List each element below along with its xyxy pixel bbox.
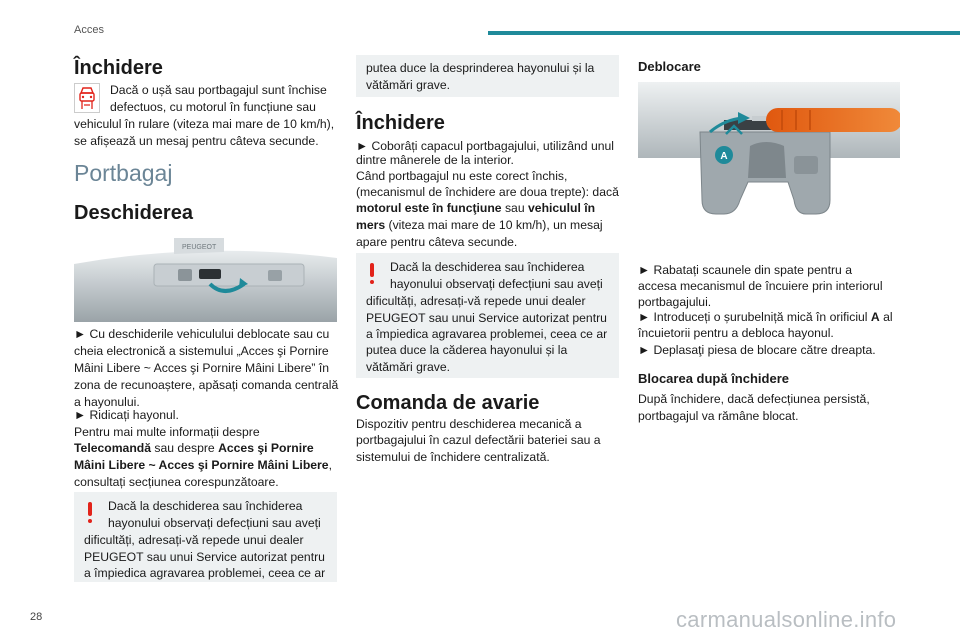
emergency-control-heading: Comanda de avarie <box>356 392 540 414</box>
closing-text-line: Când portbagajul nu este corect închis, <box>356 169 568 183</box>
unlock-text-line: ► Rabatați scaunele din spate pentru a <box>638 263 852 277</box>
opening-heading: Deschiderea <box>74 202 193 224</box>
emergency-text-line: Dispozitiv pentru deschiderea mecanică a <box>356 417 582 431</box>
opening-text-line: zona de recunoaștere, apăsați comanda centrală <box>74 378 339 392</box>
lock-text-line: portbagajul va rămâne blocat. <box>638 409 799 423</box>
unlock-text-line: ► Deplasaţi piesa de blocare către dreapta. <box>638 343 876 357</box>
unlock-heading: Deblocare <box>638 59 701 74</box>
inline-text: ► Introduceți o șurubelniță mică în orificiul <box>638 310 871 324</box>
opening-text-line <box>74 440 314 457</box>
closing-text-line <box>356 200 595 217</box>
opening-text-line: Pentru mai multe informații despre <box>74 425 260 439</box>
closing-text-line: se afișează un mesaj pentru câteva secunde. <box>74 134 319 148</box>
closing-text-line: dintre mânerele de la interior. <box>356 153 514 167</box>
opening-text-line: ► Cu deschiderile vehiculului deblocate sau cu <box>74 327 330 341</box>
keyless-ref-cont: Mâini Libere ~ Acces şi Pornire Mâini Libere <box>74 458 329 472</box>
warning-text-line: putea duce la desprinderea hayonului și la <box>366 61 595 75</box>
opening-text-line: ► Ridicați hayonul. <box>74 408 179 422</box>
unlock-text-line: accesa mecanismul de încuiere prin interiorul <box>638 279 883 293</box>
inline-text: al <box>879 310 893 324</box>
warning-text-line: dificultăți, adresați-vă repede unui dealer <box>84 533 304 547</box>
lock-after-closing-heading: Blocarea după închidere <box>638 371 789 386</box>
closing-text-line: ► Coborâți capacul portbagajului, utilizând unul <box>356 139 615 153</box>
opening-text-line <box>74 457 332 474</box>
orifice-a-ref: A <box>870 310 880 324</box>
closing-text-line: (mecanismul de închidere are doua trepte): dacă <box>356 185 619 199</box>
closing-text-line: apare pentru câteva secunde. <box>356 235 518 249</box>
warning-text-line: PEUGEOT sau unui Service autorizat pentru <box>366 311 607 325</box>
svg-text:PEUGEOT: PEUGEOT <box>182 244 217 251</box>
warning-text-line: vătămări grave. <box>366 78 450 92</box>
opening-text-line: a hayonului. <box>74 395 140 409</box>
unlock-text-line: portbagajului. <box>638 295 712 309</box>
inline-text: sau despre <box>151 441 219 455</box>
page-number: 28 <box>30 611 43 623</box>
watermark: carmanualsonline.info <box>676 607 897 632</box>
warning-text-line: a împiedica agravarea problemei, ceea ce ar <box>366 327 608 341</box>
warning-text-line: Dacă la deschiderea sau închiderea <box>390 260 585 274</box>
warning-note-continued <box>356 55 619 97</box>
car-door-open-alert-icon <box>74 83 100 113</box>
opening-text-line: consultați secțiunea corespunzătoare. <box>74 475 279 489</box>
tailgate-switch-illustration <box>74 236 337 322</box>
vehicle-moving-ref: vehiculul în <box>528 201 596 215</box>
closing-text-line: defectuos, cu motorul în funcțiune sau <box>110 100 316 114</box>
warning-text-line: vătămări grave. <box>366 360 450 374</box>
boot-section-title: Portbagaj <box>74 160 173 186</box>
figure-label-a: A <box>720 151 728 162</box>
warning-text-line: putea duce la căderea hayonului și la <box>366 343 568 357</box>
warning-text-line: Dacă la deschiderea sau închiderea <box>108 499 303 513</box>
emergency-text-line: sistemului de închidere centralizată. <box>356 450 550 464</box>
warning-exclamation-icon <box>88 502 92 516</box>
header-accent-bar <box>488 31 960 35</box>
closing-text-line: Dacă o ușă sau portbagajul sunt închise <box>110 83 327 97</box>
opening-text-line: cheia electronică a sistemului „Acces şi Pornire <box>74 344 329 358</box>
warning-text-line: dificultăți, adresați-vă repede unui dealer <box>366 294 586 308</box>
inline-text: , <box>328 458 332 472</box>
keyless-ref: Acces şi Pornire <box>218 441 314 455</box>
lock-mechanism-illustration <box>638 82 900 218</box>
closing-text-line <box>356 217 603 234</box>
running-header: Acces <box>74 24 104 36</box>
lock-text-line: După închidere, dacă defecțiunea persistă, <box>638 392 870 406</box>
engine-running-ref: motorul este în funcţiune <box>356 201 502 215</box>
closing-heading: Închidere <box>74 57 163 79</box>
warning-text-line: hayonului observați defecțiuni sau aveți <box>108 516 321 530</box>
emergency-text-line: portbagajului în cazul defectării bateriei sau a <box>356 433 601 447</box>
closing-heading-2: Închidere <box>356 112 445 134</box>
vehicle-moving-ref-cont: mers <box>356 218 386 232</box>
warning-text-line: hayonului observați defecțiuni sau aveți <box>390 277 603 291</box>
warning-note <box>356 253 619 378</box>
warning-exclamation-icon <box>370 263 374 277</box>
inline-text: sau <box>501 201 529 215</box>
warning-text-line: PEUGEOT sau unui Service autorizat pentru <box>84 550 325 564</box>
inline-text: (viteza mai mare de 10 km/h), un mesaj <box>385 218 603 232</box>
opening-text-line: Mâini Libere ~ Acces şi Pornire Mâini Libere” în <box>74 361 330 375</box>
unlock-text-line <box>638 309 893 326</box>
warning-text-line: a împiedica agravarea problemei, ceea ce ar <box>84 566 326 580</box>
warning-note <box>74 492 337 582</box>
unlock-text-line: încuietorii pentru a debloca hayonul. <box>638 326 834 340</box>
closing-text-line: vehiculul în rulare (viteza mai mare de 10 km/h), <box>74 117 335 131</box>
remote-control-ref: Telecomandă <box>74 441 151 455</box>
